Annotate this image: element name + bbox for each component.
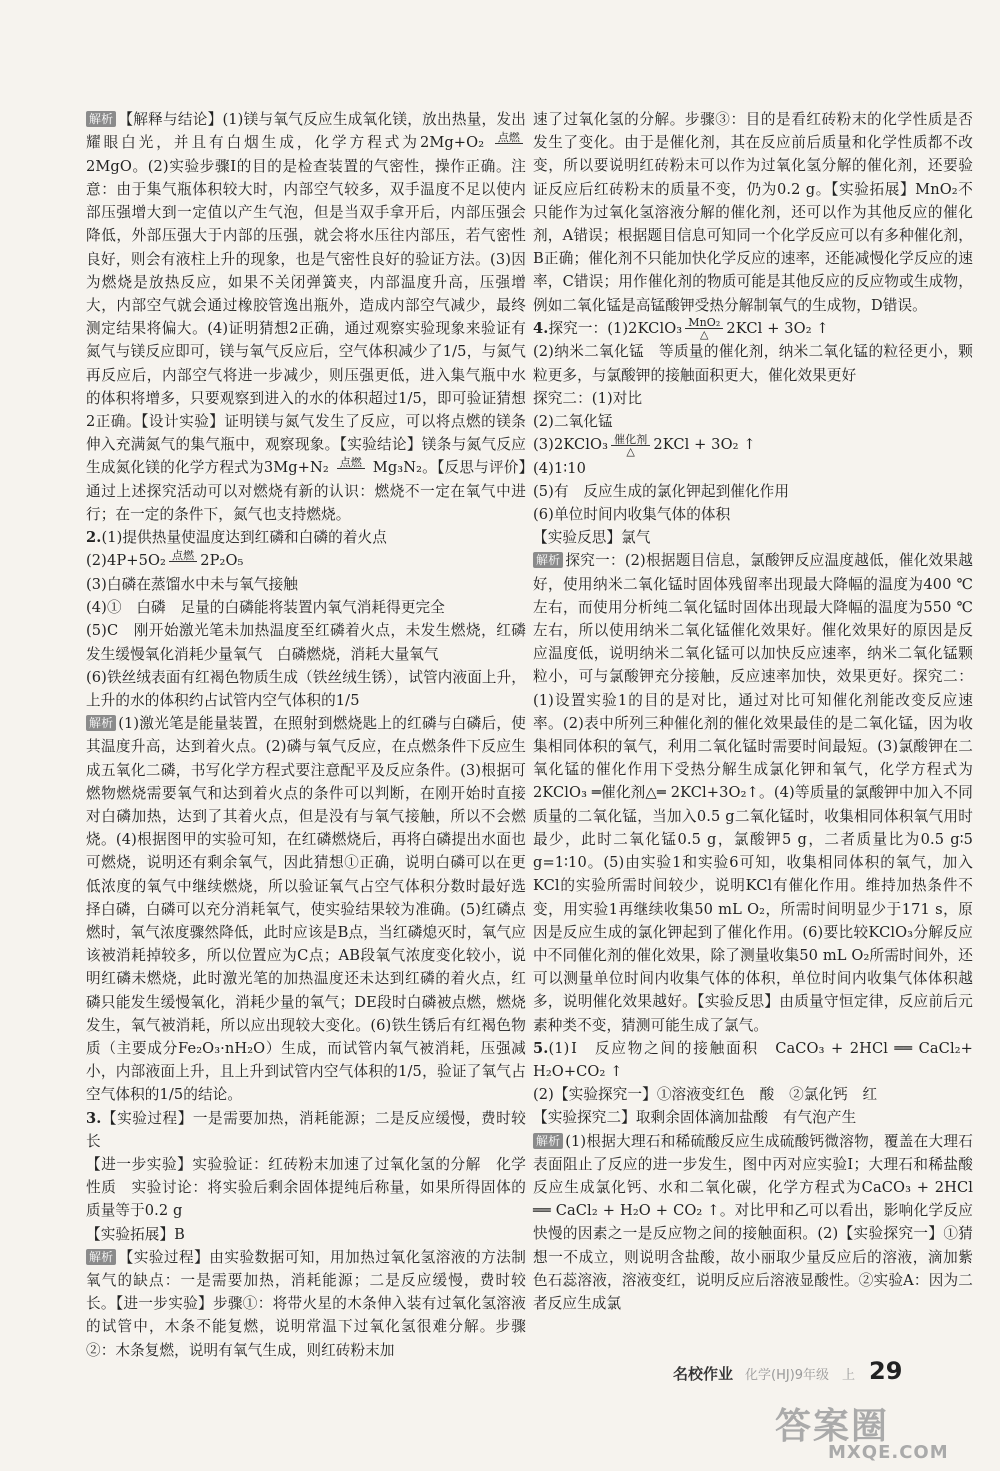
q5-answer: 5.(1)Ⅰ 反应物之间的接触面积 CaCO₃ + 2HCl ══ CaCl₂+ H₂O+CO₂ ↑ [533,1039,973,1080]
left-column: 解析 【解释与结论】(1)镁与氧气反应生成氧化镁，放出热量，发出耀眼白光，并且有白烟生成，化学方程式为2Mg+O₂ 点燃 2MgO。(2)实验步骤Ⅰ的目的是检查装置的气密性，操作正确。注意：由于集气瓶体积较大时，内部空气较多，双手温度不足以使内部压强增大到一定值以产生气泡，但是当双手拿开后，内部压强会降低，外部压强大于内部的压强，就会将水压往内部压，若气密性良好，则会有液柱上升的现象，也是气密性良好的验证方法。(3)因为燃烧是放热反应，如果不关闭弹簧夹，内部温度升高，压强增大，内部空气就会通过橡胶管逸出瓶外，造成内部空气减少，最终测定结果将偏大。(4)证明猜想2正确，通过观察实验现象来验证有氮气与镁反应即可，镁与氧气反应后，空气体积减少了1/5，与氮气再反应后，内部空气将进一步减少，则压强更低，进入集气瓶中水的体积将增多，只要观察到进入的水的体积超过1/5，即可验证猜想2正确。【设计实验】证明镁与氮气发生了反应，可以将点燃的镁条伸入充满氮气的集气瓶中，观察现象。【实验结论】镁条与氮气反应生成氮化镁的化学方程式为3Mg+N₂ 点燃 Mg₃N₂。【反思与评价】通过上述探究活动可以对燃烧有新的认识：燃烧不一定在氧气中进行；在一定的条件下，氮气也支持燃烧。 2.(1)提供热量使温度达到红磷和白磷的着火点 (2)4P+5O₂ 点燃 2P₂O₅ (3)白磷在蒸馏水中未与氧气接触 (4)① 白磷 足量的白磷能将装置内氧气消耗得更完全 (5)C 刚开始激光笔未加热温度至红磷着火点，未发生燃烧，红磷发生缓慢氧化消耗少量氧气 白磷燃烧，消耗大量氧气 (6)铁丝绒表面有红褐色物质生成（铁丝绒生锈），试管内液面上升，上升的水的体积约占试管内空气体积的1/5 解析 (1)激光笔是能量装置，在照射到燃烧匙上的红磷与白磷后，使其温度升高，达到着火点。(2)磷与氧气反应，在点燃条件下反应生成五氧化二磷，书写化学方程式要注意配平及反应条件。(3)根据可燃物燃烧需要氧气和达到着火点的条件可以判断，在刚开始时直接对白磷加热，达到了其着火点，但是没有与氧气接触，所以不会燃烧。(4)根据图甲的实验可知，在红磷燃烧后，再将白磷提出水面也可燃烧，说明还有剩余氧气，因此猜想①正确，说明白磷可以在更低浓度的氧气中继续燃烧，所以验证氧气占空气体积分数时最好选择白磷，白磷可以充分消耗氧气，使实验结果较为准确。(5)红磷点燃时，氧气浓度骤然降低，此时应该是B点，当红磷熄灭时，氧气应该被消耗掉较多，所以位置应为C点；AB段氧气浓度变化较小，说明红磷未燃烧，此时激光笔的加热温度还未达到红磷的着火点，红磷只能发生缓慢氧化，消耗少量的氧气；DE段时白磷被点燃，燃烧发生，氧气被消耗，所以应出现较大变化。(6)铁生锈后有红褐色物质（主要成分Fe₂O₃·nH₂O）生成，而试管内氧气被消耗，压强减小，内部液面上升，且上升到试管内空气体积的1/5，验证了氧气占空气体积的1/5的结论。 3.【实验过程】一是需要加热，消耗能源；二是反应缓慢，费时较长 【进一步实验】实验验证：红砖粉末加速了过氧化氢的分解 化学性质 实验讨论：将实验后剩余固体提纯后称量，如果所得固体的质量等于0.2 g 【实验拓展】B 解析 【实验过程】由实验数据可知，用加热过氧化氢溶液的方法制氧气的缺点：一是需要加热，消耗能源；二是反应缓慢，费时较长。【进一步实验】步骤①：将带火星的木条伸入装有过氧化氢溶液的试管中，木条不能复燃，说明常温下过氧化氢很难分解。步骤②：木条复燃，说明有氧气生成，则红砖粉末加 [86,108,526,1362]
q3-explanation-cont: 速了过氧化氢的分解。步骤③：目的是看红砖粉末的化学性质是否发生了变化。由于是催化剂，其在反应前后质量和化学性质都不改变，所以要说明红砖粉末可以作为过氧化氢分解的催化剂，还要验证反应后红砖粉末的质量不变，仍为0.2 g。【实验拓展】MnO₂不只能作为过氧化氢溶液分解的催化剂，还可以作为其他反应的催化剂，A错误；根据题目信息可知同一个化学反应可以有多种催化剂，B正确；催化剂不只能加快化学反应的速率，还能减慢化学反应的速率，C错误；用作催化剂的物质可能是其他反应的反应物或生成物，例如二氧化锰是高锰酸钾受热分解制氧气的生成物，D错误。 [533,111,973,314]
book-subtitle: 化学(HJ)9年级 上 [745,1368,856,1383]
analysis-tag: 解析 [86,111,116,127]
analysis-tag: 解析 [86,715,116,731]
reaction-condition: 点燃 [169,550,197,573]
reaction-condition: 点燃 [495,132,523,155]
reaction-condition: $\frac{\text{催化剂}}{\triangle}$ [611,434,650,457]
right-column: 速了过氧化氢的分解。步骤③：目的是看红砖粉末的化学性质是否发生了变化。由于是催化剂，其在反应前后质量和化学性质都不改变，所以要说明红砖粉末可以作为过氧化氢分解的催化剂，还要验证反应后红砖粉末的质量不变，仍为0.2 g。【实验拓展】MnO₂不只能作为过氧化氢溶液分解的催化剂，还可以作为其他反应的催化剂，A错误；根据题目信息可知同一个化学反应可以有多种催化剂，B正确；催化剂不只能加快化学反应的速率，还能减慢化学反应的速率，C错误；用作催化剂的物质可能是其他反应的反应物或生成物，例如二氧化锰是高锰酸钾受热分解制氧气的生成物，D错误。 4.探究一：(1)2KClO₃ $\frac{\text{MnO₂}}{\triangle}$ 2KCl + 3O₂ ↑ (2)纳米二氧化锰 等质量的催化剂，纳米二氧化锰的粒径更小，颗粒更多，与氯酸钾的接触面积更大，催化效果更好 探究二：(1)对比 (2)二氧化锰 (3)2KClO₃ $\frac{\text{催化剂}}{\triangle}$ 2KCl + 3O₂ ↑ (4)1∶10 (5)有 反应生成的氯化钾起到催化作用 (6)单位时间内收集气体的体积 【实验反思】氯气 解析 探究一：(2)根据题目信息，氯酸钾反应温度越低，催化效果越好，使用纳米二氧化锰时固体残留率出现最大降幅的温度为400 ℃左右，而使用分析纯二氧化锰时固体出现最大降幅的温度为550 ℃左右，所以使用纳米二氧化锰催化效果好。催化效果好的原因是反应温度低，说明纳米二氧化锰可以加快反应速率，纳米二氧化锰颗粒小，可与氯酸钾充分接触，反应速率加快，效果更好。探究二：(1)设置实验1的目的是对比，通过对比可知催化剂能改变反应速率。(2)表中所列三种催化剂的催化效果最佳的是二氧化锰，因为收集相同体积的氧气，利用二氧化锰时需要时间最短。(3)氯酸钾在二氧化锰的催化作用下受热分解生成氯化钾和氧气，化学方程式为2KClO₃ ═催化剂△═ 2KCl+3O₂↑。(4)等质量的氯酸钾中加入不同质量的二氧化锰，当加入0.5 g二氧化锰时，收集相同体积氧气用时最少，此时二氧化锰0.5 g，氯酸钾5 g，二者质量比为0.5 g∶5 g=1∶10。(5)由实验1和实验6可知，收集相同体积的氧气，加入KCl的实验所需时间较少，说明KCl有催化作用。维持加热条件不变，用实验1再继续收集50 mL O₂，所需时间明显少于171 s，原因是反应生成的氯化钾起到了催化作用。(6)要比较KClO₃分解反应中不同催化剂的催化效果，除了测量收集50 mL O₂所需时间外，还可以测量单位时间内收集气体的体积，单位时间内收集气体体积越多，说明催化效果越好。【实验反思】由质量守恒定律，反应前后元素种类不变，猜测可能生成了氯气。 5.(1)Ⅰ 反应物之间的接触面积 CaCO₃ + 2HCl ══ CaCl₂+ H₂O+CO₂ ↑ (2)【实验探究一】①溶液变红色 酸 ②氯化钙 红 【实验探究二】取剩余固体滴加盐酸 有气泡产生 解析 (1)根据大理石和稀硫酸反应生成硫酸钙微溶物，覆盖在大理石表面阻止了反应的进一步发生，图中丙对应实验Ⅰ；大理石和稀盐酸反应生成氯化钙、水和二氧化碳，化学方程式为CaCO₃ + 2HCl ══ CaCl₂ + H₂O + CO₂ ↑。对比甲和乙可以看出，影响化学反应快慢的因素之一是反应物之间的接触面积。(2)【实验探究一】①猜想一不成立，则说明含盐酸，故小丽取少量反应后的溶液，滴加紫色石蕊溶液，溶液变红，说明反应后溶液显酸性。②实验A：因为二者反应生成氯 [533,108,973,1315]
q3-explanation: 解析 【实验过程】由实验数据可知，用加热过氧化氢溶液的方法制氧气的缺点：一是需要加热，消耗能源；二是反应缓慢，费时较长。【进一步实验】步骤①：将带火星的木条伸入装有过氧化氢溶液的试管中，木条不能复燃，说明常温下过氧化氢很难分解。步骤②：木条复燃，说明有氧气生成，则红砖粉末加 [86,1248,526,1359]
q2-explanation: 解析 (1)激光笔是能量装置，在照射到燃烧匙上的红磷与白磷后，使其温度升高，达到着火点。(2)磷与氧气反应，在点燃条件下反应生成五氧化二磷，书写化学方程式要注意配平及反应条件。(3)根据可燃物燃烧需要氧气和达到着火点的条件可以判断，在刚开始时直接对白磷加热，达到了其着火点，但是没有与氧气接触，所以不会燃烧。(4)根据图甲的实验可知，在红磷燃烧后，再将白磷提出水面也可燃烧，说明还有剩余氧气，因此猜想①正确，说明白磷可以在更低浓度的氧气中继续燃烧，所以验证氧气占空气体积分数时最好选择白磷，白磷可以充分消耗氧气，使实验结果较为准确。(5)红磷点燃时，氧气浓度骤然降低，此时应该是B点，当红磷熄灭时，氧气应该被消耗掉较多，所以位置应为C点；AB段氧气浓度变化较小，说明红磷未燃烧，此时激光笔的加热温度还未达到红磷的着火点，红磷只能发生缓慢氧化，消耗少量的氧气；DE段时白磷被点燃，燃烧发生，氧气被消耗，所以应出现较大变化。(6)铁生锈后有红褐色物质（主要成分Fe₂O₃·nH₂O）生成，而试管内氧气被消耗，压强减小，内部液面上升，且上升到试管内空气体积的1/5，验证了氧气占空气体积的1/5的结论。 [86,715,526,1104]
page-footer [673,1357,902,1385]
q1-explanation: 解析 【解释与结论】(1)镁与氧气反应生成氧化镁，放出热量，发出耀眼白光，并且有白烟生成，化学方程式为2Mg+O₂ 点燃 2MgO。(2)实验步骤Ⅰ的目的是检查装置的气密性，操作正确。注意：由于集气瓶体积较大时，内部空气较多，双手温度不足以使内部压强增大到一定值以产生气泡，但是当双手拿开后，内部压强会降低，外部压强大于内部的压强，就会将水压往内部压，若气密性良好，则会有液柱上升的现象，也是气密性良好的验证方法。(3)因为燃烧是放热反应，如果不关闭弹簧夹，内部温度升高，压强增大，内部空气就会通过橡胶管逸出瓶外，造成内部空气减少，最终测定结果将偏大。(4)证明猜想2正确，通过观察实验现象来验证有氮气与镁反应即可，镁与氧气反应后，空气体积减少了1/5，与氮气再反应后，内部空气将进一步减少，则压强更低，进入集气瓶中水的体积将增多，只要观察到进入的水的体积超过1/5，即可验证猜想2正确。【设计实验】证明镁与氮气发生了反应，可以将点燃的镁条伸入充满氮气的集气瓶中，观察现象。【实验结论】镁条与氮气反应生成氮化镁的化学方程式为3Mg+N₂ 点燃 Mg₃N₂。【反思与评价】通过上述探究活动可以对燃烧有新的认识：燃烧不一定在氧气中进行；在一定的条件下，氮气也支持燃烧。 [86,111,526,524]
reaction-condition: 点燃 [337,457,365,480]
q2-answer: 2.(1)提供热量使温度达到红磷和白磷的着火点 [86,529,387,547]
q3-answer: 3.【实验过程】一是需要加热，消耗能源；二是反应缓慢，费时较长 [86,1109,526,1150]
analysis-tag: 解析 [533,552,563,568]
q4-answer: 4.探究一：(1)2KClO₃ $\frac{\text{MnO₂}}{\triangle}$ 2KCl + 3O₂ ↑ [533,316,829,342]
reaction-condition: $\frac{\text{MnO₂}}{\triangle}$ [685,317,723,340]
watermark-url: MXQE.COM [828,1442,949,1463]
analysis-tag: 解析 [86,1249,116,1265]
q5-explanation: 解析 (1)根据大理石和稀硫酸反应生成硫酸钙微溶物，覆盖在大理石表面阻止了反应的进一步发生，图中丙对应实验Ⅰ；大理石和稀盐酸反应生成氯化钙、水和二氧化碳，化学方程式为CaCO₃ + 2HCl ══ CaCl₂ + H₂O + CO₂ ↑。对比甲和乙可以看出，影响化学反应快慢的因素之一是反应物之间的接触面积。(2)【实验探究一】①猜想一不成立，则说明含盐酸，故小丽取少量反应后的溶液，滴加紫色石蕊溶液，溶液变红，说明反应后溶液显酸性。②实验A：因为二者反应生成氯 [533,1132,973,1312]
q4-explanation: 解析 探究一：(2)根据题目信息，氯酸钾反应温度越低，催化效果越好，使用纳米二氧化锰时固体残留率出现最大降幅的温度为400 ℃左右，而使用分析纯二氧化锰时固体出现最大降幅的温度为550 ℃左右，所以使用纳米二氧化锰催化效果好。催化效果好的原因是反应温度低，说明纳米二氧化锰可以加快反应速率，纳米二氧化锰颗粒小，可与氯酸钾充分接触，反应速率加快，效果更好。探究二：(1)设置实验1的目的是对比，通过对比可知催化剂能改变反应速率。(2)表中所列三种催化剂的催化效果最佳的是二氧化锰，因为收集相同体积的氧气，利用二氧化锰时需要时间最短。(3)氯酸钾在二氧化锰的催化作用下受热分解生成氯化钾和氧气，化学方程式为2KClO₃ ═催化剂△═ 2KCl+3O₂↑。(4)等质量的氯酸钾中加入不同质量的二氧化锰，当加入0.5 g二氧化锰时，收集相同体积氧气用时最少，此时二氧化锰0.5 g，氯酸钾5 g，二者质量比为0.5 g∶5 g=1∶10。(5)由实验1和实验6可知，收集相同体积的氧气，加入KCl的实验所需时间较少，说明KCl有催化作用。维持加热条件不变，用实验1再继续收集50 mL O₂，所需时间明显少于171 s，原因是反应生成的氯化钾起到了催化作用。(6)要比较KClO₃分解反应中不同催化剂的催化效果，除了测量收集50 mL O₂所需时间外，还可以测量单位时间内收集气体的体积，单位时间内收集气体体积越多，说明催化效果越好。【实验反思】由质量守恒定律，反应前后元素种类不变，猜测可能生成了氯气。 [533,552,973,1034]
watermark-logo: 答案圈 [775,1406,890,1447]
page-number: 29 [869,1357,903,1385]
analysis-tag: 解析 [533,1133,563,1149]
book-brand: 名校作业 [673,1365,734,1383]
